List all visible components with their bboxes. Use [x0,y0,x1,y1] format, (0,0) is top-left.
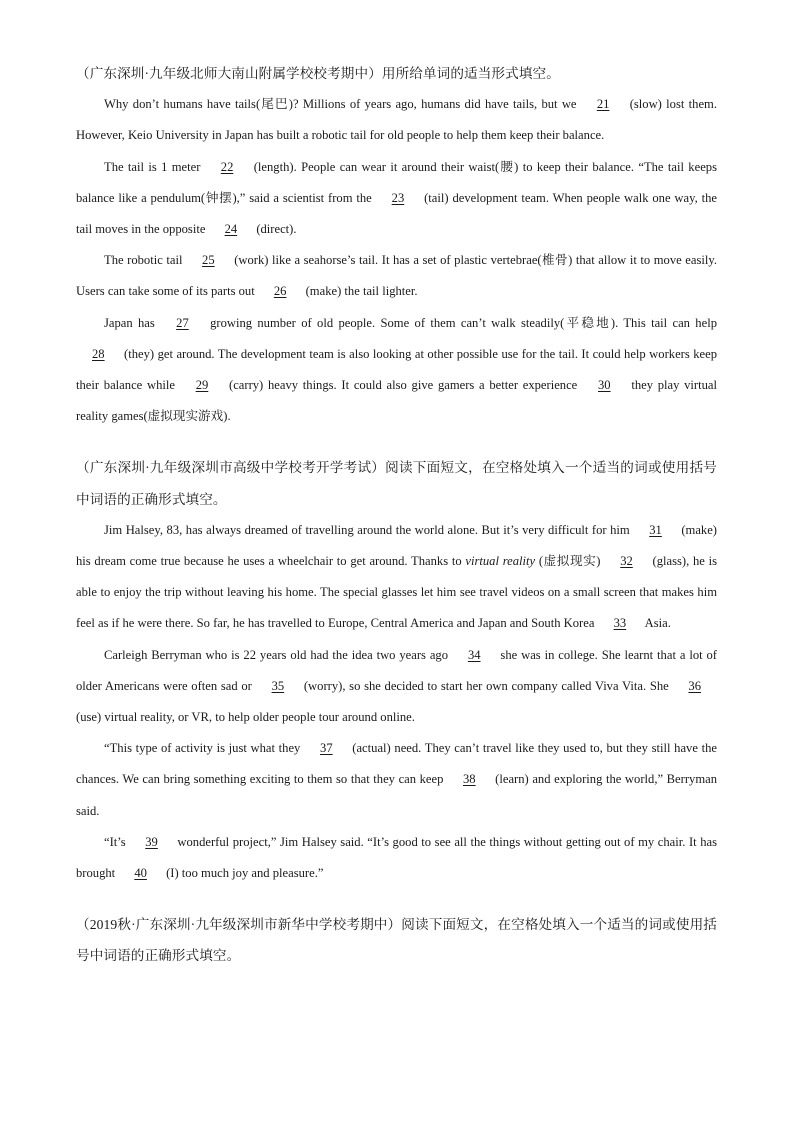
blank-27[interactable]: 27 [176,315,189,330]
passage-1-paragraph-1: Why don’t humans have tails(尾巴)? Millions of years ago, humans did have tails, but we 21 (slow) lost them. However, Keio University in Japan has built a robotic tail for old people to help them keep their balance. [76,89,717,151]
blank-37[interactable]: 37 [320,741,333,756]
section-gap [76,432,717,452]
section-1-instruction: （广东深圳·九年级北师大南山附属学校校考期中）用所给单词的适当形式填空。 [76,66,560,81]
virtual-reality-italic: virtual reality [465,554,536,569]
blank-30[interactable]: 30 [598,378,611,393]
blank-23[interactable]: 23 [391,190,405,205]
blank-25[interactable]: 25 [202,253,215,268]
section-2-instruction: （广东深圳·九年级深圳市高级中学校考开学考试）阅读下面短文，在空格处填入一个适当的词或使用括号中词语的正确形式填空。 [76,460,717,507]
blank-29[interactable]: 29 [195,378,209,393]
passage-1-paragraph-2: The tail is 1 meter 22 (length). People can wear it around their waist(腰) to keep their balance. “The tail keeps balance like a pendulum(钟摆),” said a scientist from the 23 (tail) development team. When people walk one way, the tail moves in the opposite 24 (direct). [76,152,717,246]
blank-35[interactable]: 35 [271,678,285,693]
blank-40[interactable]: 40 [134,866,147,881]
blank-24[interactable]: 24 [224,222,238,237]
passage-1-paragraph-4: Japan has 27 growing number of old people. Some of them can’t walk steadily(平稳地). This tail can help 28 (they) get around. The development team is also looking at other possible use for the tail. It could help workers keep their balance while 29 (carry) heavy things. It could also give gamers a better experience 30 they play virtual reality games(虚拟现实游戏). [76,308,717,433]
document-page [76,58,717,972]
blank-28[interactable]: 28 [92,346,105,361]
blank-32[interactable]: 32 [620,554,633,569]
blank-22[interactable]: 22 [220,159,234,174]
passage-2-paragraph-4: “It’s 39 wonderful project,” Jim Halsey said. “It’s good to see all the things without getting out of my chair. It has brought 40 (I) too much joy and pleasure.” [76,827,717,889]
blank-38[interactable]: 38 [463,772,476,787]
blank-39[interactable]: 39 [145,834,158,849]
passage-2-paragraph-3: “This type of activity is just what they 37 (actual) need. They can’t travel like they used to, but they still have the chances. We can bring something exciting to them so that they can keep 38 (learn) and exploring the world,” Berryman said. [76,733,717,827]
blank-36[interactable]: 36 [688,678,702,693]
blank-33[interactable]: 33 [613,616,627,631]
passage-1-paragraph-3: The robotic tail 25 (work) like a seahorse’s tail. It has a set of plastic vertebrae(椎骨) that allow it to move easily. Users can take some of its parts out 26 (make) the tail lighter. [76,245,717,307]
blank-34[interactable]: 34 [467,647,481,662]
blank-21[interactable]: 21 [596,97,610,112]
blank-31[interactable]: 31 [649,522,662,537]
blank-26[interactable]: 26 [273,284,287,299]
passage-2-paragraph-2: Carleigh Berryman who is 22 years old had the idea two years ago 34 she was in college. She learnt that a lot of older Americans were often sad or 35 (worry), so she decided to start her own company called Viva Vita. She 36 (use) virtual reality, or VR, to help older people tour around online. [76,640,717,734]
section-gap [76,889,717,909]
passage-2-paragraph-1: Jim Halsey, 83, has always dreamed of travelling around the world alone. But it’s very difficult for him 31 (make) his dream come true because he uses a wheelchair to get around. Thanks to virtual reality (虚拟现实) 32 (glass), he is able to enjoy the trip without leaving his home. The special glasses let him see travel videos on a small screen that makes him feel as if he were there. So far, he has travelled to Europe, Central America and Japan and South Korea 33 Asia. [76,515,717,640]
section-3-instruction: （2019秋·广东深圳·九年级深圳市新华中学校考期中）阅读下面短文，在空格处填入一个适当的词或使用括号中词语的正确形式填空。 [76,917,717,964]
